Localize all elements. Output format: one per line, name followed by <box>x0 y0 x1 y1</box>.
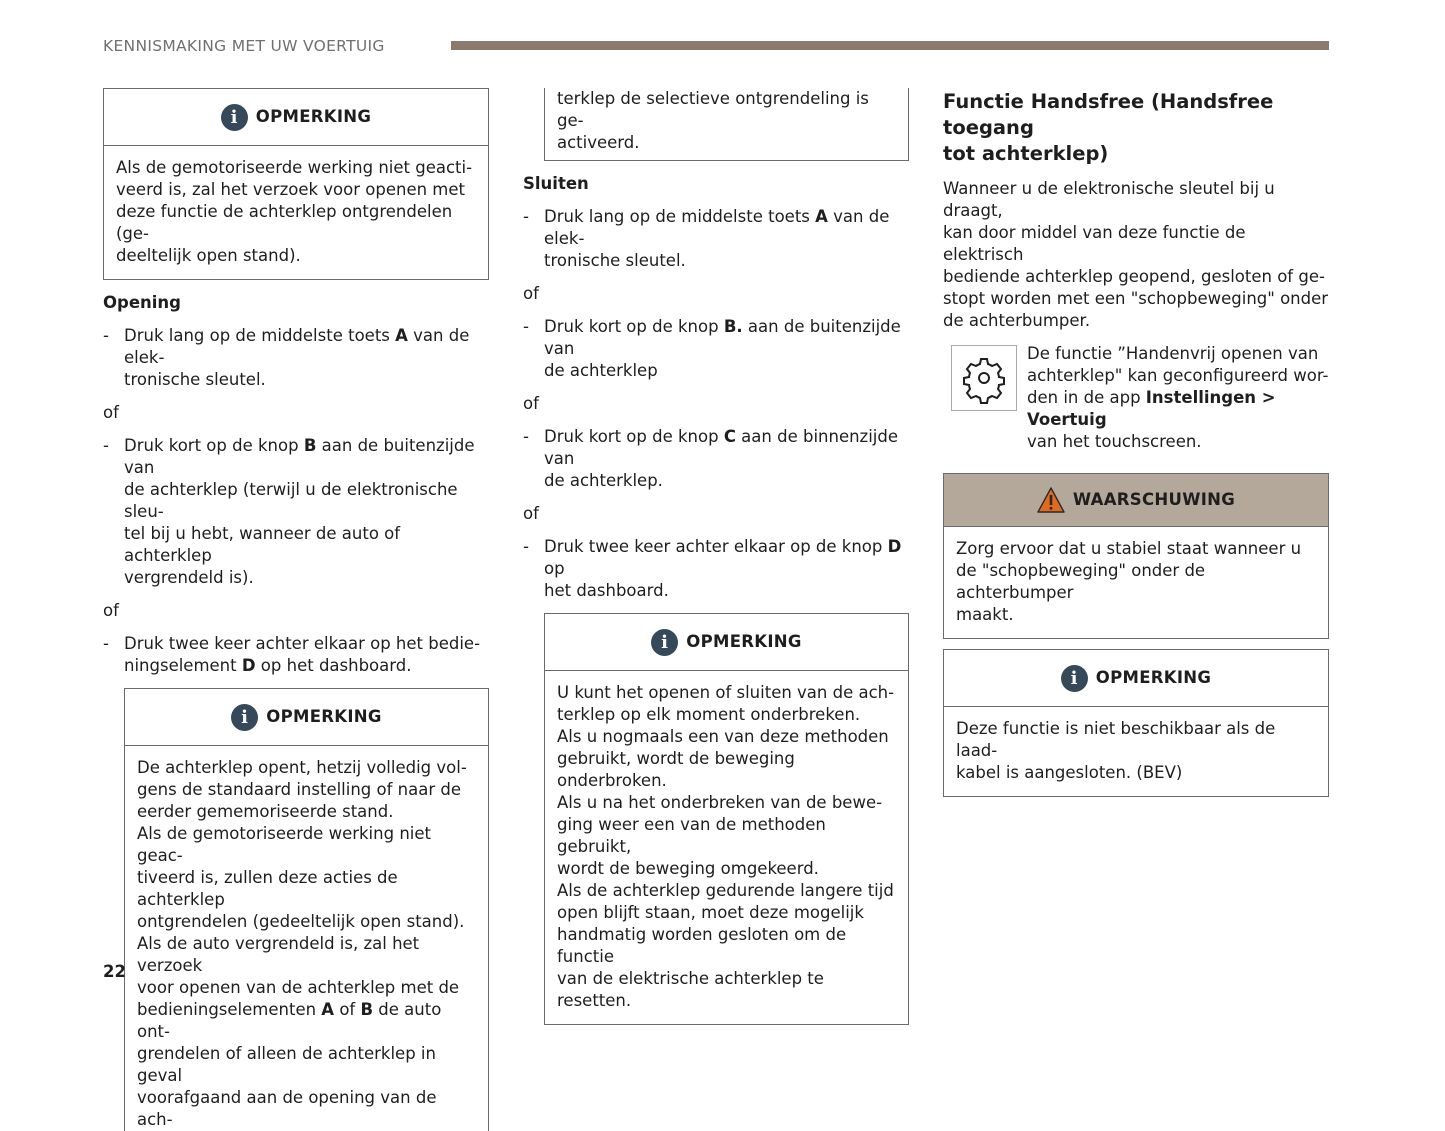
info-icon: i <box>651 629 678 656</box>
note-header <box>545 614 908 671</box>
note-line: deeltelijk open stand). <box>116 246 301 265</box>
or-label: of <box>103 403 119 422</box>
note-title: OPMERKING <box>255 107 372 126</box>
intro-paragraph: Wanneer u de elektronische sleutel bij u draagt, kan door middel van deze functie de elektrisch bediende achterklep geopend, gesloten of ge- stopt worden met een "schopbeweging" onder de achterbumper. <box>943 179 1329 330</box>
note-box-3 <box>544 613 909 1025</box>
note-body: De achterklep opent, hetzij volledig vol- gens de standaard instelling of naar de eerder gememoriseerde stand. Als de gemotoriseerde werking niet geac- tiveerd is, zullen deze acties de achterklep ontgrendelen (gedeeltelijk open stand). Als de auto vergrendeld is, zal het verzoek voor openen van de achterklep met de bedieningselementen A of B de auto ont- grendelen of alleen de achterklep in geval voorafgaand aan de opening van de ach- <box>137 758 467 1129</box>
list-item: - Druk lang op de middelste toets A van de elek- tronische sleutel. <box>103 325 489 391</box>
settings-hint-text: De functie ”Handenvrij openen van achterklep" kan geconfigureerd wor- den in de app Instellingen > Voertuig van het touchscreen. <box>1027 344 1329 451</box>
or-label: of <box>523 394 539 413</box>
note-body <box>104 146 488 279</box>
note-line: veerd is, zal het verzoek voor openen met <box>116 180 465 199</box>
header-bar <box>451 41 1329 50</box>
warning-header <box>944 474 1328 527</box>
note-title: OPMERKING <box>1095 668 1212 687</box>
list-item: - Druk lang op de middelste toets A van de elek- tronische sleutel. <box>523 206 909 272</box>
note-body: U kunt het openen of sluiten van de ach- terklep op elk moment onderbreken. Als u nogmaals een van deze methoden gebruikt, wordt de beweging onderbroken. Als u na het onderbreken van de bewe- ging weer een van de methoden gebruikt, wordt de beweging omgekeerd. Als de achterklep gedurende langere tijd open blijft staan, moet deze mogelijk handmatig worden gesloten om de functie van de elektrische achterklep te resetten. <box>557 683 895 1010</box>
note-continuation: terklep de selectieve ontgrendeling is ge- activeerd. <box>544 88 909 161</box>
column-1 <box>103 88 489 1131</box>
list-item: - Druk kort op de knop B aan de buitenzijde van de achterklep (terwijl u de elektronische sleu- tel bij u hebt, wanneer de auto of achterklep vergrendeld is). <box>103 435 489 589</box>
column-3 <box>943 88 1329 797</box>
list-item: - Druk kort op de knop B. aan de buitenzijde van de achterklep <box>523 316 909 382</box>
section-title: KENNISMAKING MET UW VOERTUIG <box>103 37 385 55</box>
note-box-2 <box>124 688 489 1131</box>
note-header <box>125 689 488 746</box>
list-item: - Druk twee keer achter elkaar op de knop D op het dashboard. <box>523 536 909 602</box>
warning-triangle-icon <box>1037 487 1065 513</box>
info-icon: i <box>231 704 258 731</box>
note-box-4 <box>943 649 1329 797</box>
note-line: deze functie de achterklep ontgrendelen (ge- <box>116 202 453 243</box>
settings-hint <box>943 343 1329 453</box>
or-label: of <box>523 284 539 303</box>
note-box-1 <box>103 88 489 280</box>
sluiten-heading: Sluiten <box>523 174 589 193</box>
column-2 <box>523 88 909 1025</box>
note-body: Deze functie is niet beschikbaar als de laad- kabel is aangesloten. (BEV) <box>956 719 1276 782</box>
note-title: OPMERKING <box>266 707 382 726</box>
list-item: - Druk kort op de knop C aan de binnenzijde van de achterklep. <box>523 426 909 492</box>
note-header <box>944 650 1328 707</box>
warning-box <box>943 473 1329 639</box>
info-icon: i <box>1061 665 1088 692</box>
warning-title: WAARSCHUWING <box>1072 490 1236 509</box>
handsfree-heading: Functie Handsfree (Handsfree toegang tot achterklep) <box>943 90 1274 165</box>
note-line: Als de gemotoriseerde werking niet geacti- <box>116 158 473 177</box>
info-icon: i <box>221 104 248 131</box>
warning-body: Zorg ervoor dat u stabiel staat wanneer u de "schopbeweging" onder de achterbumper maakt. <box>956 539 1302 624</box>
gear-icon <box>951 345 1017 411</box>
or-label: of <box>523 504 539 523</box>
note-title: OPMERKING <box>686 632 802 651</box>
list-item: - Druk twee keer achter elkaar op het bedie- ningselement D op het dashboard. <box>103 633 489 677</box>
or-label: of <box>103 601 119 620</box>
opening-heading: Opening <box>103 293 181 312</box>
page-number: 22 <box>103 962 126 981</box>
note-header <box>104 89 488 146</box>
